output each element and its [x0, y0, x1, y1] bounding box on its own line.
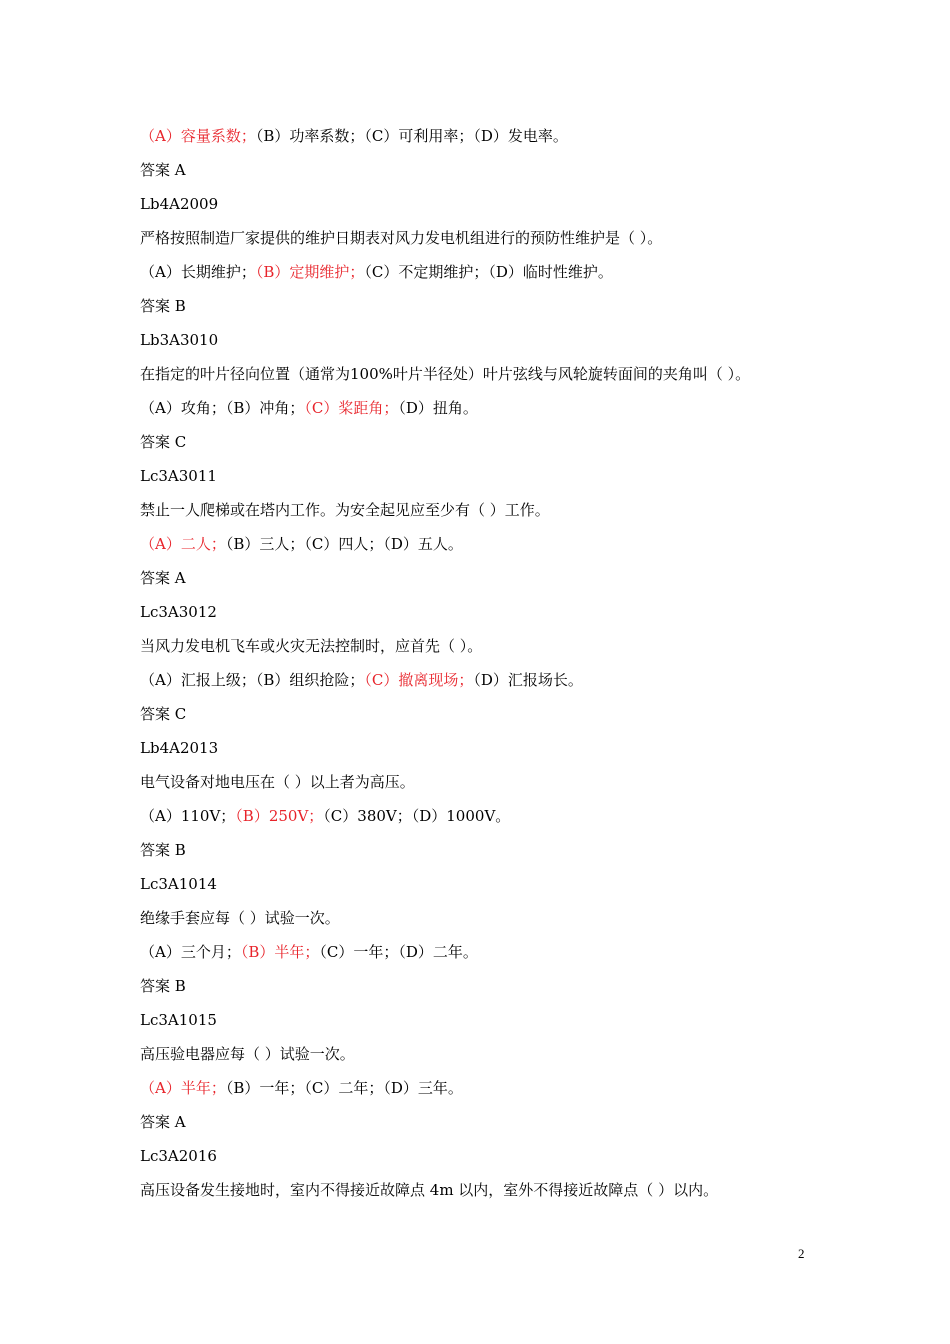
question-text: 绝缘手套应每（ ）试验一次。	[140, 909, 340, 927]
question-text: 高压设备发生接地时，室内不得接近故障点 4m 以内，室外不得接近故障点（ ）以内。	[140, 1181, 719, 1199]
question-text: 在指定的叶片径向位置（通常为100%叶片半径处）叶片弦线与风轮旋转面间的夹角叫（ ）。	[140, 365, 751, 383]
option-text: （A）长期维护；	[140, 263, 256, 281]
correct-option: （A）二人；	[140, 535, 226, 553]
correct-option: （A）容量系数；	[140, 127, 256, 145]
option-text: （B）功率系数；（C）可利用率；（D）发电率。	[255, 127, 568, 145]
answer-options	[140, 396, 820, 430]
option-text: （A）攻角；（B）冲角；	[140, 399, 305, 417]
question-text: 禁止一人爬梯或在塔内工作。为安全起见应至少有（ ）工作。	[140, 501, 550, 519]
answer-options	[140, 804, 820, 838]
correct-option: （B）半年；	[240, 943, 320, 961]
question-text: 严格按照制造厂家提供的维护日期表对风力发电机组进行的预防性维护是（ ）。	[140, 229, 663, 247]
question-id: Lc3A1015	[140, 1011, 217, 1029]
option-text: （C）不定期维护；（D）临时性维护。	[364, 263, 613, 281]
option-text: （A）三个月；	[140, 943, 241, 961]
answer-options	[140, 532, 820, 566]
answer-options	[140, 260, 820, 294]
option-text: （B）三人；（C）四人；（D）五人。	[225, 535, 463, 553]
question-id: Lb3A3010	[140, 331, 219, 349]
answer-line: 答案 C	[140, 433, 187, 451]
option-text: （D）扭角。	[398, 399, 478, 417]
answer-line: 答案 A	[140, 569, 186, 587]
question-text: 电气设备对地电压在（ ）以上者为高压。	[140, 773, 415, 791]
answer-line: 答案 B	[140, 297, 186, 315]
answer-options	[140, 1076, 820, 1110]
correct-option: （C）撤离现场；	[364, 671, 474, 689]
question-id: Lb4A2009	[140, 195, 219, 213]
answer-line: 答案 B	[140, 977, 186, 995]
option-text: （C）一年；（D）二年。	[319, 943, 478, 961]
answer-line: 答案 B	[140, 841, 186, 859]
question-text: 高压验电器应每（ ）试验一次。	[140, 1045, 355, 1063]
question-id: Lc3A3012	[140, 603, 217, 621]
question-id: Lb4A2013	[140, 739, 219, 757]
option-text: （D）汇报场长。	[473, 671, 583, 689]
option-text: （A）110V；	[140, 807, 236, 825]
correct-option: （B）定期维护；	[255, 263, 365, 281]
answer-options	[140, 124, 820, 158]
correct-option: （C）桨距角；	[304, 399, 399, 417]
question-id: Lc3A3011	[140, 467, 217, 485]
page-number: 2	[798, 1246, 805, 1261]
answer-options	[140, 940, 820, 974]
answer-line: 答案 A	[140, 161, 186, 179]
answer-line: 答案 A	[140, 1113, 186, 1131]
answer-options	[140, 668, 820, 702]
question-text: 当风力发电机飞车或火灾无法控制时，应首先（ ）。	[140, 637, 483, 655]
option-text: （A）汇报上级；（B）组织抢险；	[140, 671, 365, 689]
answer-line: 答案 C	[140, 705, 187, 723]
option-text: （C）380V；（D）1000V。	[323, 807, 511, 825]
question-list	[140, 124, 820, 1212]
option-text: （B）一年；（C）二年；（D）三年。	[225, 1079, 463, 1097]
question-id: Lc3A2016	[140, 1147, 217, 1165]
correct-option: （A）半年；	[140, 1079, 226, 1097]
correct-option: （B）250V；	[235, 807, 324, 825]
question-id: Lc3A1014	[140, 875, 217, 893]
